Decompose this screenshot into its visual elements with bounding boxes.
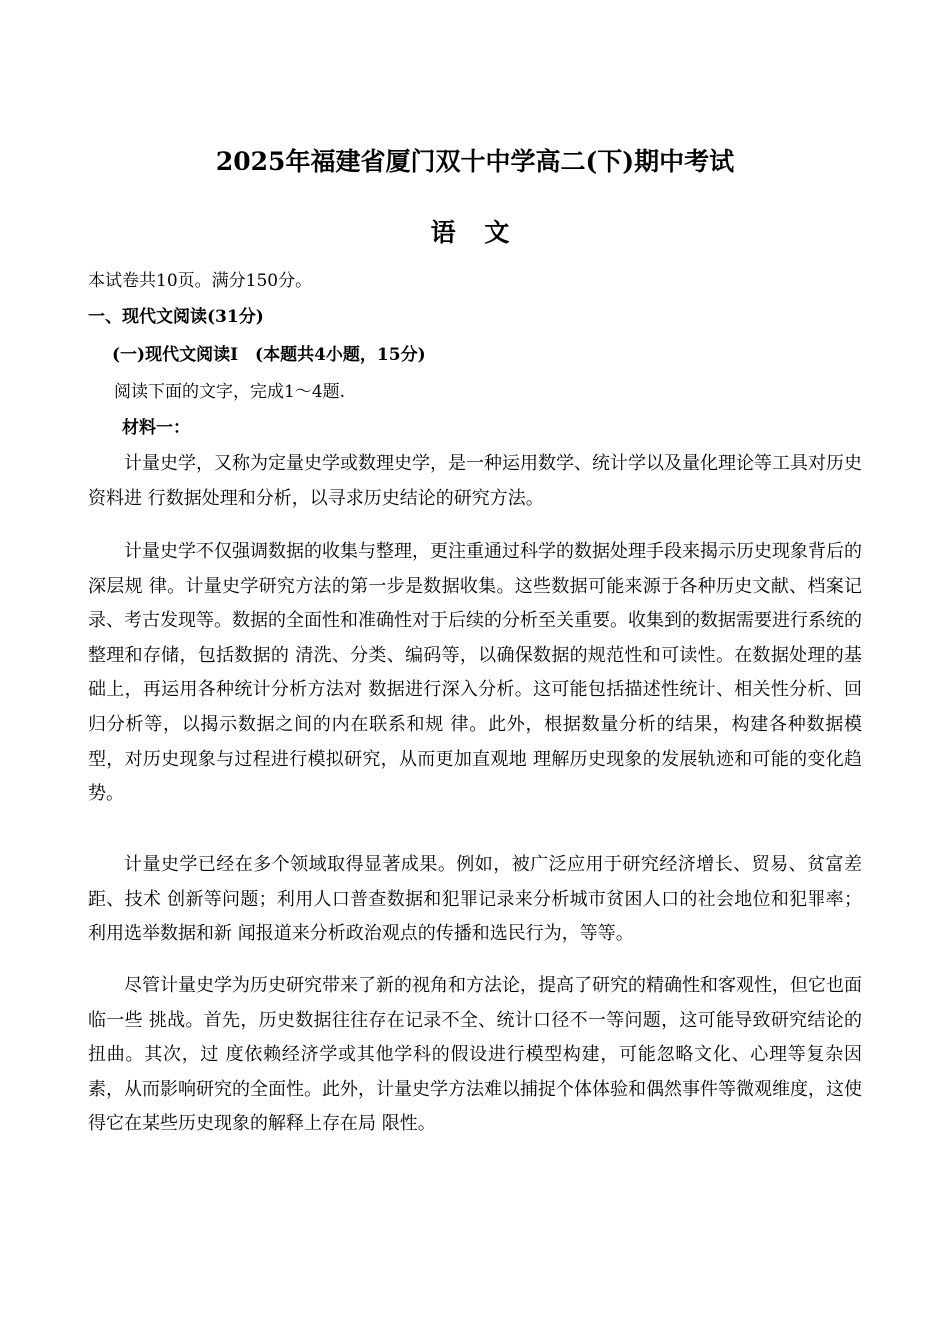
paragraph-2: 计量史学不仅强调数据的收集与整理，更注重通过科学的数据处理手段来揭示历史现象背后的深层规 律。计量史学研究方法的第一步是数据收集。这些数据可能来源于各种历史文献、档案记录、考古发现等。数据的全面性和准确性对于后续的分析至关重要。收集到的数据需要进行系统的整理和存储，包括数据的 清洗、分类、编码等，以确保数据的规范性和可读性。在数据处理的基础上，再运用各种统计分析方法对 数据进行深入分析。这可能包括描述性统计、相关性分析、回归分析等，以揭示数据之间的内在联系和规 律。此外，根据数量分析的结果，构建各种数据模型，对历史现象与过程进行模拟研究，从而更加直观地 理解历史现象的发展轨迹和可能的变化趋势。 (88, 541, 862, 805)
reading-instruction: 阅读下面的文字，完成1～4题. (114, 382, 346, 402)
exam-info: 本试卷共10页。满分150分。 (88, 271, 313, 291)
paragraph-4: 尽管计量史学为历史研究带来了新的视角和方法论，提高了研究的精确性和客观性，但它也面临一些 挑战。首先，历史数据往往存在记录不全、统计口径不一等问题，这可能导致研究结论的扭曲。其次，过 度依赖经济学或其他学科的假设进行模型构建，可能忽略文化、心理等复杂因素，从而影响研究的全面性。此外，计量史学方法难以捕捉个体体验和偶然事件等微观维度，这使得它在某些历史现象的解释上存在局 限性。 (88, 975, 862, 1135)
material-label: 材料一： (122, 418, 190, 438)
exam-title: 2025年福建省厦门双十中学高二(下)期中考试 (215, 147, 735, 176)
paragraph-1: 计量史学，又称为定量史学或数理史学，是一种运用数学、统计学以及量化理论等工具对历史资料进 行数据处理和分析，以寻求历史结论的研究方法。 (88, 453, 862, 509)
paragraph-3: 计量史学已经在多个领域取得显著成果。例如，被广泛应用于研究经济增长、贸易、贫富差距、技术 创新等问题；利用人口普查数据和犯罪记录来分析城市贫困人口的社会地位和犯罪率；利用选举数据和新 闻报道来分析政治观点的传播和选民行为，等等。 (88, 854, 862, 945)
section-one-heading: 一、现代文阅读(31分) (88, 307, 264, 327)
subject-title: 语 文 (430, 218, 520, 247)
part-one-heading: (一)现代文阅读Ⅰ (本题共4小题，15分) (112, 345, 426, 365)
